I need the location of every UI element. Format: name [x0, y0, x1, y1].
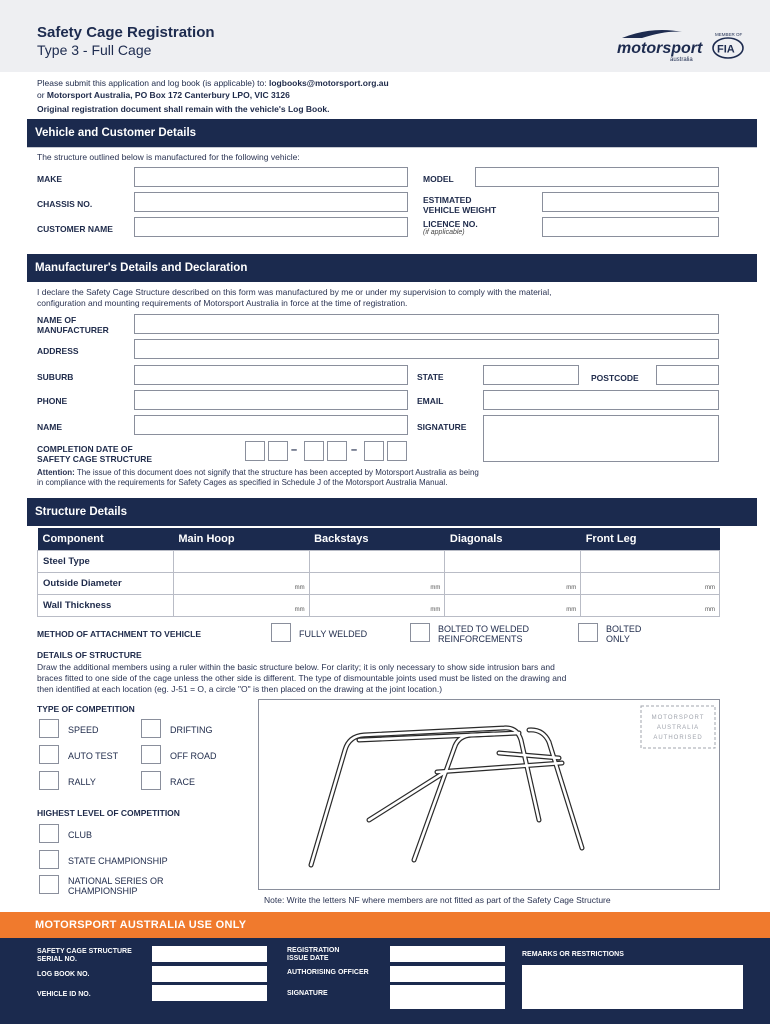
drawing-area[interactable]: [258, 699, 720, 890]
form-subtitle: Type 3 - Full Cage: [37, 42, 152, 58]
weight-field[interactable]: [542, 192, 719, 212]
date-year-1[interactable]: [364, 441, 384, 461]
national-series-label: NATIONAL SERIES OR CHAMPIONSHIP: [68, 876, 164, 896]
address-label: ADDRESS: [37, 346, 79, 356]
state-championship-checkbox[interactable]: [39, 850, 59, 869]
auto-test-checkbox[interactable]: [39, 745, 59, 764]
state-field[interactable]: [483, 365, 579, 385]
race-checkbox[interactable]: [141, 771, 161, 790]
logo-sub: australia: [670, 57, 693, 63]
declaration-line-1: I declare the Safety Cage Structure described on this form was manufactured by me or under my supervision to comply with the material,: [37, 287, 552, 297]
column-header: Backstays: [309, 528, 445, 550]
row-label: Outside Diameter: [38, 572, 174, 594]
bolted-welded-label: BOLTED TO WELDED REINFORCEMENTS: [438, 624, 530, 644]
motorsport-australia-logo: [612, 24, 747, 64]
steel-backstays-cell[interactable]: [309, 550, 445, 572]
table-row: [38, 572, 720, 594]
bolted-only-checkbox[interactable]: [578, 623, 598, 642]
date-month-1[interactable]: [304, 441, 324, 461]
submission-email[interactable]: logbooks@motorsport.org.au: [269, 78, 389, 88]
name-field[interactable]: [134, 415, 408, 435]
form-title: Safety Cage Registration: [37, 24, 215, 41]
cage-diagram: [259, 700, 719, 889]
steel-diagonals-cell[interactable]: [445, 550, 581, 572]
national-series-checkbox[interactable]: [39, 875, 59, 894]
stamp-line-1: MOTORSPORT: [651, 715, 705, 721]
issue-date-label: REGISTRATION ISSUE DATE: [287, 947, 340, 962]
fia-mark: FIA: [717, 43, 735, 56]
table-row: [38, 550, 720, 572]
date-separator: –: [351, 444, 358, 456]
fully-welded-checkbox[interactable]: [271, 623, 291, 642]
intro-line-1: Please submit this application and log book (is applicable) to: logbooks@motorsport.org.au: [37, 78, 389, 88]
details-text: Draw the additional members using a ruler within the basic structure below. For clarity; it is only necessary to show side intrusion bars and braces fitted to one side of the cage unless the other side is different. The type of dismountable joints used must be listed on the drawing and then identified at each location (eg. J-51 = O, a circle "O" is then placed on the drawing at the joint location.): [37, 662, 567, 694]
logbook-label: LOG BOOK NO.: [37, 971, 90, 978]
column-header: Component: [38, 528, 174, 550]
date-month-2[interactable]: [327, 441, 347, 461]
bolted-only-label: BOLTED ONLY: [606, 624, 642, 644]
rally-label: RALLY: [68, 777, 96, 787]
signature-field[interactable]: [483, 415, 719, 462]
club-label: CLUB: [68, 830, 93, 840]
od-main-hoop-cell[interactable]: mm: [173, 572, 309, 594]
state-championship-label: STATE CHAMPIONSHIP: [68, 856, 168, 866]
suburb-field[interactable]: [134, 365, 408, 385]
postcode-field[interactable]: [656, 365, 719, 385]
chassis-field[interactable]: [134, 192, 408, 212]
vehicle-lead: The structure outlined below is manufactured for the following vehicle:: [37, 152, 300, 162]
logo-wordmark: motorsport: [617, 40, 703, 57]
serial-label: SAFETY CAGE STRUCTURE SERIAL NO.: [37, 948, 132, 963]
office-signature-field[interactable]: [390, 985, 505, 1009]
race-label: RACE: [170, 777, 196, 787]
speed-checkbox[interactable]: [39, 719, 59, 738]
customer-field[interactable]: [134, 217, 408, 237]
serial-field[interactable]: [152, 946, 267, 962]
drawing-note: Note: Write the letters NF where members are not fitted as part of the Safety Cage Structure: [264, 895, 611, 905]
wt-backstays-cell[interactable]: mm: [309, 594, 445, 616]
completion-date-label: COMPLETION DATE OF SAFETY CAGE STRUCTURE: [37, 444, 153, 464]
phone-field[interactable]: [134, 390, 408, 410]
auto-test-label: AUTO TEST: [68, 751, 119, 761]
row-label: Steel Type: [38, 550, 174, 572]
suburb-label: SUBURB: [37, 372, 74, 382]
licence-note: (if applicable): [423, 229, 465, 236]
licence-label: LICENCE NO.: [423, 219, 478, 229]
competition-level-heading: HIGHEST LEVEL OF COMPETITION: [37, 808, 180, 818]
stamp-line-3: AUTHORISED: [653, 735, 703, 741]
manufacturer-section-heading: Manufacturer's Details and Declaration: [27, 254, 757, 282]
declaration-line-2: configuration and mounting requirements of Motorsport Australia in force at the time of registration.: [37, 298, 408, 308]
wt-diagonals-cell[interactable]: mm: [445, 594, 581, 616]
phone-label: PHONE: [37, 396, 68, 406]
structure-table: [37, 528, 720, 617]
vehicle-id-field[interactable]: [152, 985, 267, 1001]
state-label: STATE: [417, 372, 444, 382]
intro-line-2: or Motorsport Australia, PO Box 172 Canterbury LPO, VIC 3126: [37, 90, 290, 100]
email-field[interactable]: [483, 390, 719, 410]
logbook-field[interactable]: [152, 966, 267, 982]
column-header: Front Leg: [581, 528, 720, 550]
column-header: Diagonals: [445, 528, 581, 550]
column-header: Main Hoop: [173, 528, 309, 550]
vehicle-section-heading: Vehicle and Customer Details: [27, 119, 757, 147]
steel-front-leg-cell[interactable]: [581, 550, 720, 572]
drifting-label: DRIFTING: [170, 725, 213, 735]
weight-label: ESTIMATED VEHICLE WEIGHT: [423, 195, 497, 215]
model-field[interactable]: [475, 167, 719, 187]
authorising-officer-field[interactable]: [390, 966, 505, 982]
steel-main-hoop-cell[interactable]: [173, 550, 309, 572]
name-label: NAME: [37, 422, 63, 432]
manufacturer-name-field[interactable]: [134, 314, 719, 334]
details-heading: DETAILS OF STRUCTURE: [37, 650, 142, 660]
customer-label: CUSTOMER NAME: [37, 224, 113, 234]
logo-member: MEMBER OF: [715, 32, 743, 37]
club-checkbox[interactable]: [39, 824, 59, 843]
make-field[interactable]: [134, 167, 408, 187]
table-header-row: [38, 528, 720, 550]
wt-front-leg-cell[interactable]: mm: [581, 594, 720, 616]
email-label: EMAIL: [417, 396, 444, 406]
postcode-label: POSTCODE: [591, 373, 639, 383]
address-field[interactable]: [134, 339, 719, 359]
bolted-welded-checkbox[interactable]: [410, 623, 430, 642]
divider: [27, 147, 757, 148]
remarks-field[interactable]: [522, 965, 743, 1009]
signature-label: SIGNATURE: [417, 422, 467, 432]
off-road-label: OFF ROAD: [170, 751, 217, 761]
drifting-checkbox[interactable]: [141, 719, 161, 738]
competition-type-heading: TYPE OF COMPETITION: [37, 704, 135, 714]
intro-line-3: Original registration document shall remain with the vehicle's Log Book.: [37, 104, 330, 114]
date-day-2[interactable]: [268, 441, 288, 461]
office-signature-label: SIGNATURE: [287, 990, 328, 997]
date-year-2[interactable]: [387, 441, 407, 461]
model-label: MODEL: [423, 174, 454, 184]
od-front-leg-cell[interactable]: mm: [581, 572, 720, 594]
speed-label: SPEED: [68, 725, 99, 735]
off-road-checkbox[interactable]: [141, 745, 161, 764]
wt-main-hoop-cell[interactable]: mm: [173, 594, 309, 616]
structure-section-heading: Structure Details: [27, 498, 757, 526]
row-label: Wall Thickness: [38, 594, 174, 616]
manufacturer-name-label: NAME OF MANUFACTURER: [37, 315, 109, 335]
licence-field[interactable]: [542, 217, 719, 237]
rally-checkbox[interactable]: [39, 771, 59, 790]
date-day-1[interactable]: [245, 441, 265, 461]
make-label: MAKE: [37, 174, 63, 184]
office-use-heading: MOTORSPORT AUSTRALIA USE ONLY: [0, 912, 770, 938]
stamp-line-2: AUSTRALIA: [656, 725, 700, 731]
table-row: [38, 594, 720, 616]
od-diagonals-cell[interactable]: mm: [445, 572, 581, 594]
issue-date-field[interactable]: [390, 946, 505, 962]
od-backstays-cell[interactable]: mm: [309, 572, 445, 594]
chassis-label: CHASSIS NO.: [37, 199, 93, 209]
fully-welded-label: FULLY WELDED: [299, 629, 368, 639]
remarks-label: REMARKS OR RESTRICTIONS: [522, 951, 624, 958]
vehicle-id-label: VEHICLE ID NO.: [37, 991, 91, 998]
date-separator: –: [291, 444, 298, 456]
method-label: METHOD OF ATTACHMENT TO VEHICLE: [37, 629, 202, 639]
attention-note: Attention: The issue of this document does not signify that the structure has been accepted by Motorsport Australia as being in compliance with the requirements for Safety Cages as specified in Schedule J of the Motorsport Australia Manual.: [37, 468, 479, 487]
authorising-officer-label: AUTHORISING OFFICER: [287, 969, 369, 976]
